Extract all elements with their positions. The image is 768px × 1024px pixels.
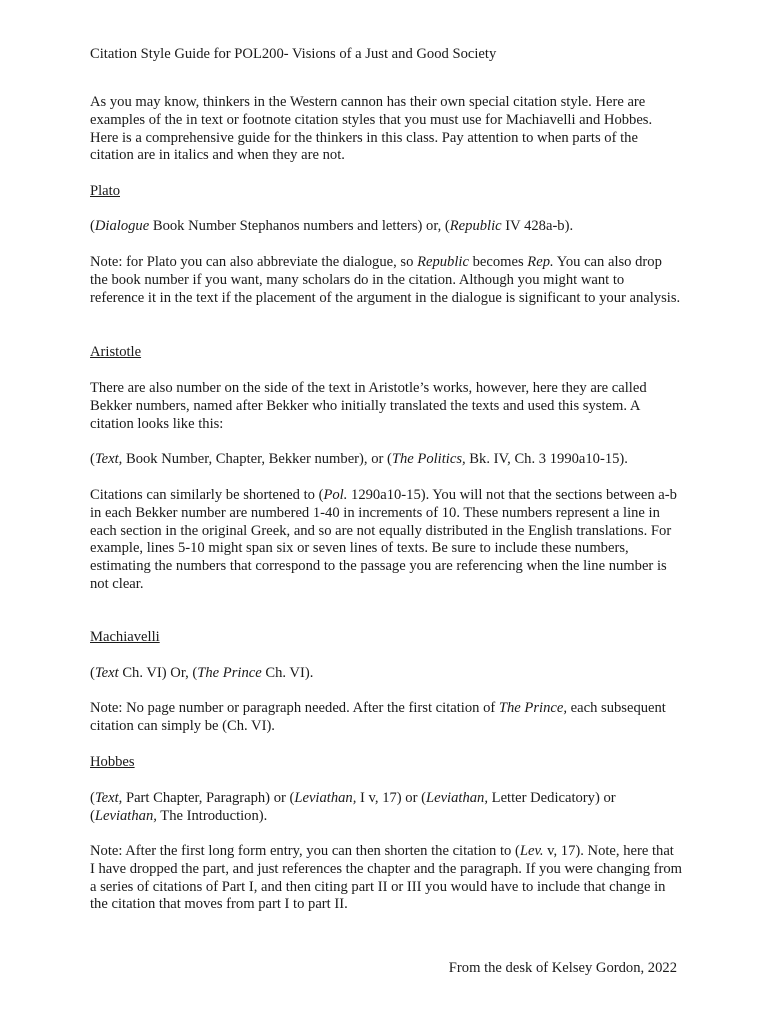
hobbes-format-text: Text, <box>94 790 123 806</box>
machiavelli-format: (Text Ch. VI) Or, (The Prince Ch. VI). <box>90 665 314 681</box>
hobbes-work-3: Leviathan, <box>94 807 157 824</box>
aristotle-note-text-b: 1290a10-15). You will not that the sections between a-b in each Bekker number are numbered 1-40 in increments of 10. These numbers represent a line in each section in the original Greek, and so are not equally distributed in the English translations. For example, lines 5-10 might span six or seven lines of texts. Be sure to include these numbers, estimating the numbers that correspond to the passage you are referencing when the line number is not clear. <box>90 487 677 592</box>
doc-title: Citation Style Guide for POL200- Visions of a Just and Good Society <box>90 46 497 62</box>
machiavelli-heading: Machiavelli <box>90 629 160 645</box>
hobbes-format-a: Part Chapter, Paragraph) or ( <box>122 790 295 806</box>
hobbes-work-1: Leviathan, <box>294 790 357 806</box>
plato-example-work: Republic <box>449 218 502 234</box>
plato-note-text-a: Note: for Plato you can also abbreviate the dialogue, so <box>90 254 418 270</box>
aristotle-format-rest: Book Number, Chapter, Bekker number), or ( <box>122 451 392 467</box>
hobbes-ref-2: Letter Dedicatory) or ( <box>90 790 616 824</box>
hobbes-note-lev: Lev. <box>519 843 544 859</box>
machiavelli-note <box>90 700 682 736</box>
hobbes-format: (Text, Part Chapter, Paragraph) or (Leviathan, I v, 17) or (Leviathan, Letter Dedicatory) or (Leviathan, The Introduction). <box>90 790 616 824</box>
hobbes-heading: Hobbes <box>90 754 135 770</box>
machiavelli-note-work: The Prince, <box>498 700 567 716</box>
hobbes-ref-1: I v, 17) or ( <box>356 790 426 806</box>
machiavelli-note-text-b: each subsequent citation can simply be (Ch. VI). <box>90 700 666 734</box>
footer-signature: From the desk of Kelsey Gordon, 2022 <box>448 960 677 976</box>
aristotle-heading: Aristotle <box>90 344 142 360</box>
plato-format-dialogue: Dialogue <box>94 218 150 234</box>
aristotle-example-ref: Bk. IV, Ch. 3 1990a10-15). <box>465 451 628 467</box>
plato-note-text-b: becomes <box>468 254 528 270</box>
aristotle-intro: There are also number on the side of the text in Aristotle’s works, however, here they are called Bekker numbers, named after Bekker who initially translated the texts and used this system. A citation looks like this: <box>90 380 647 432</box>
aristotle-note <box>90 487 682 594</box>
aristotle-note-pol: Pol. <box>323 487 348 503</box>
plato-example-ref: IV 428a-b). <box>501 218 574 234</box>
plato-heading: Plato <box>90 183 120 199</box>
plato-format: (Dialogue Book Number Stephanos numbers and letters) or, (Republic IV 428a-b). <box>90 218 574 234</box>
machiavelli-example-ref: Ch. VI). <box>261 665 314 681</box>
machiavelli-example-work: The Prince <box>197 665 262 681</box>
hobbes-work-2: Leviathan, <box>425 790 488 806</box>
aristotle-note-text-a: Citations can similarly be shortened to ( <box>90 487 324 503</box>
aristotle-example-work: The Politics, <box>391 451 466 467</box>
hobbes-ref-3: The Introduction). <box>156 807 268 824</box>
plato-format-rest: Book Number Stephanos numbers and letters) or, ( <box>149 218 450 234</box>
aristotle-format: (Text, Book Number, Chapter, Bekker number), or (The Politics, Bk. IV, Ch. 3 1990a10-15). <box>90 451 628 467</box>
plato-note <box>90 254 682 307</box>
aristotle-format-text: Text, <box>94 451 123 467</box>
hobbes-note <box>90 843 682 914</box>
intro-paragraph: As you may know, thinkers in the Western cannon has their own special citation style. Here are examples of the in text or footnote citation styles that you must use for Machiavelli and Hobbes. Here is a comprehensive guide for the thinkers in this class. Pay attention to when parts of the citation are in italics and when they are not. <box>90 94 653 164</box>
machiavelli-note-text-a: Note: No page number or paragraph needed. After the first citation of <box>90 700 499 716</box>
hobbes-note-text-a: Note: After the first long form entry, you can then shorten the citation to ( <box>90 843 520 859</box>
plato-note-text-c: You can also drop the book number if you want, many scholars do in the citation. Although you might want to reference it in the text if the placement of the argument in the dialogue is significant to your analysis. <box>90 254 681 306</box>
hobbes-note-text-b: v, 17). Note, here that I have dropped the part, and just references the chapter and the paragraph. If you were changing from a series of citations of Part I, and then citing part II or III you would have to include that change in the citation that moves from part I to part II. <box>90 843 683 913</box>
machiavelli-format-rest: Ch. VI) Or, ( <box>118 665 198 681</box>
plato-note-rep: Rep. <box>527 254 554 270</box>
machiavelli-format-text: Text <box>94 665 119 681</box>
plato-note-republic: Republic <box>417 254 469 270</box>
